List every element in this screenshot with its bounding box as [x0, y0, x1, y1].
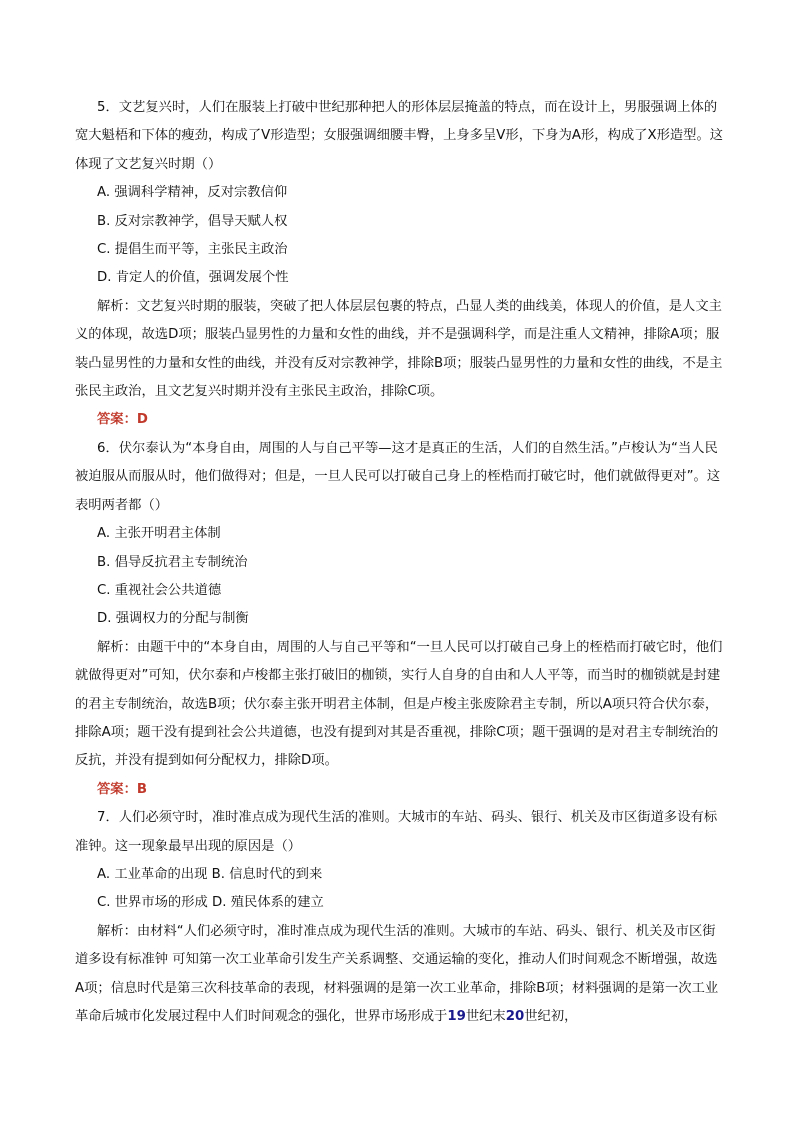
question-7-analysis [75, 918, 725, 1032]
question-7-stem: 7．人们必须守时，准时准点成为现代生活的准则。大城市的车站、码头、银行、机关及市区街道多设有标准钟。这一现象最早出现的原因是（） [75, 810, 718, 854]
answer-label: 答案： [97, 781, 137, 797]
question-6-option-d: D. 强调权力的分配与制衡 [97, 611, 249, 627]
question-5-option-d: D. 肯定人的价值，强调发展个性 [97, 270, 289, 286]
century-number: 20 [505, 1009, 525, 1024]
analysis-text: 世纪初， [524, 1009, 578, 1024]
question-5-analysis: 解析：文艺复兴时期的服装，突破了把人体层层包裹的特点，凸显人类的曲线美，体现人的价值，是人文主义的体现，故选D项；服装凸显男性的力量和女性的曲线，并不是强调科学，而是注重人文精神，排除A项；服装凸显男性的力量和女性的曲线，并没有反对宗教神学，排除B项；服装凸显男性的力量和女性的曲线，不是主张民主政治，且文艺复兴时期并没有主张民主政治，排除C项。 [75, 298, 723, 400]
answer-value: D [136, 412, 148, 428]
question-6-stem: 6．伏尔泰认为“本身自由，周围的人与自己平等—这才是真正的生活，人们的自然生活。”卢梭认为“当人民被迫服从而服从时，他们做得对；但是，一旦人民可以打破自己身上的桎梏而打破它时，他们就做得更对”。这表明两者都（） [75, 440, 721, 513]
question-5-option-c: C. 提倡生而平等，主张民主政治 [97, 242, 288, 258]
answer-label: 答案： [97, 412, 137, 428]
question-6-option-b: B. 倡导反抗君主专制统治 [97, 554, 248, 570]
analysis-text: 世纪末 [465, 1009, 506, 1024]
question-5-option-b: B. 反对宗教神学，倡导天赋人权 [97, 213, 288, 229]
question-5-stem: 5．文艺复兴时，人们在服装上打破中世纪那种把人的形体层层掩盖的特点，而在设计上，男服强调上体的宽大魁梧和下体的瘦劲，构成了V形造型；女服强调细腰丰臀，上身多呈V形，下身为A形，构成了X形造型。这体现了文艺复兴时期（） [75, 100, 724, 172]
question-6-option-c: C. 重视社会公共道德 [97, 582, 222, 598]
question-7-options-row-2: C. 世界市场的形成 D. 殖民体系的建立 [97, 895, 324, 911]
question-6-option-a: A. 主张开明君主体制 [97, 526, 221, 542]
question-5-answer [75, 406, 725, 434]
question-7-options-row-1: A. 工业革命的出现 B. 信息时代的到来 [97, 866, 323, 882]
question-6-analysis: 解析：由题干中的“本身自由，周围的人与自己平等和“一旦人民可以打破自己身上的桎梏而打破它时，他们就做得更对”可知，伏尔泰和卢梭都主张打破旧的枷锁，实行人自身的自由和人人平等，而当时的枷锁就是封建的君主专制统治，故选B项；伏尔泰主张开明君主体制，但是卢梭主张废除君主专制，所以A项只符合伏尔泰，排除A项；题干没有提到社会公共道德，也没有提到对其是否重视，排除C项；题干强调的是对君主专制统治的反抗，并没有提到如何分配权力，排除D项。 [75, 639, 723, 769]
question-6-answer [75, 776, 725, 804]
document-content [75, 94, 725, 1031]
question-5-option-a: A. 强调科学精神，反对宗教信仰 [97, 185, 288, 201]
answer-value: B [136, 781, 148, 797]
century-number: 19 [447, 1009, 466, 1024]
analysis-text: 解析：由材料“人们必须守时，准时准点成为现代生活的准则。大城市的车站、码头、银行、机关及市区街道多设有标准钟 可知第一次工业革命引发生产关系调整、交通运输的变化，推动人们时间观念不断增强，故选A项；信息时代是第三次科技革命的表现，材料强调的是第一次工业革命，排除B项；材料强调的是第一次工业革命后城市化发展过程中人们时间观念的强化，世界市场形成于 [75, 923, 719, 1024]
